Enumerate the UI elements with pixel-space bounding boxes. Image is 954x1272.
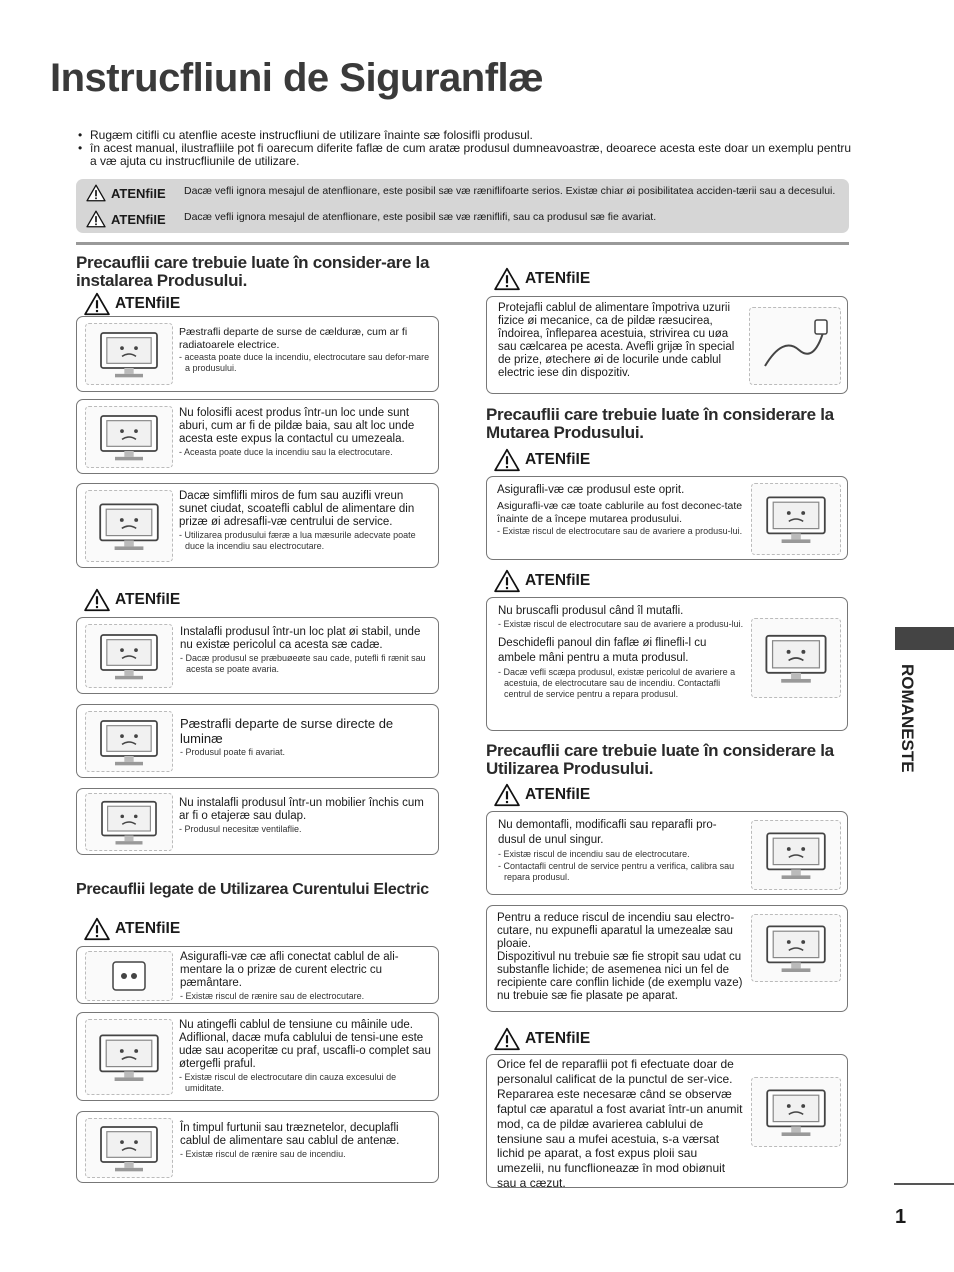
precaution-box-wet-hands xyxy=(76,1012,439,1101)
warning-heading xyxy=(494,783,590,807)
warning-heading xyxy=(494,448,590,472)
box-note: - Produsul necesitæ ventilaflie. xyxy=(179,824,302,834)
precaution-box-carry xyxy=(486,597,848,731)
box-main-text: Pæstrafli departe de surse de cælduræ, cum ar fi radiatoarele electrice. xyxy=(179,326,408,351)
tv-icon xyxy=(760,490,832,548)
tv-icon xyxy=(94,409,164,465)
illustration-service xyxy=(751,1077,841,1147)
divider xyxy=(76,242,849,245)
page-number: 1 xyxy=(895,1206,907,1228)
move-section-title: Precauflii care trebuie luate în considerare la Mutarea Produsului. xyxy=(486,405,834,442)
warning-icon xyxy=(86,184,106,202)
illustration-cabinet xyxy=(85,793,173,851)
tv-icon xyxy=(759,628,833,688)
warning-heading xyxy=(84,917,180,941)
illustration-plug xyxy=(85,951,173,1001)
language-tab: ROMANESTE xyxy=(898,664,917,773)
illustration-storm xyxy=(85,1118,173,1178)
box-note: - Utilizarea produsului færæ a lua mæsurile adecvate poate duce la incendiu sau electrocutare. xyxy=(179,530,416,551)
tv-icon xyxy=(94,628,164,684)
box-note-2: - Contactafli centrul de service pentru a verifica, calibra sau repara produsul. xyxy=(498,861,735,882)
precaution-box-smoke xyxy=(76,483,439,568)
precaution-box-moisture xyxy=(486,905,848,1012)
tv-icon xyxy=(760,919,832,977)
box-main-text: Nu instalafli produsul într-un mobilier închis cum ar fi o etajeræ sau dulap. xyxy=(179,797,424,822)
precaution-box-ventilation xyxy=(76,788,439,855)
warning-icon xyxy=(494,1027,520,1051)
precaution-box-light xyxy=(76,704,439,778)
warning-icon xyxy=(84,917,110,941)
page-number-rule xyxy=(894,1183,954,1185)
tv-icon xyxy=(760,1083,832,1141)
warning-icon xyxy=(494,569,520,593)
box-note: - Existæ riscul de rænire sau de electrocutare. xyxy=(180,991,365,1001)
illustration-light xyxy=(85,711,173,772)
box-main-text: Asigurafli-væ cæ produsul este oprit. xyxy=(497,484,685,496)
illustration-heat xyxy=(85,323,173,385)
box-main-text-2: Deschidefli panoul din faflæ øi flinefli-l cu ambele mâni pentru a muta produsul. xyxy=(498,637,707,664)
illustration-rain xyxy=(751,914,841,982)
tv-icon xyxy=(94,326,164,382)
warning-label: ATENfiIE xyxy=(525,1030,591,1047)
box-main-text: Nu folosifli acest produs într-un loc unde sunt aburi, cum ar fi de pildæ baia, sau alt loc unde acesta este expus la contactul cu umezeala. xyxy=(179,407,415,445)
warning-icon xyxy=(86,210,106,228)
precaution-box-heat xyxy=(76,316,439,392)
warning-label: ATENfiIE xyxy=(115,295,181,312)
cable-icon xyxy=(759,316,831,376)
warning-icon xyxy=(84,292,110,316)
illustration-steam xyxy=(85,406,173,468)
illustration-two-people-carry xyxy=(751,618,841,698)
precaution-box-disassemble xyxy=(486,811,848,895)
tv-icon xyxy=(94,714,164,770)
box-main-text: Asigurafli-væ cæ afli conectat cablul de ali-mentare la o prizæ de curent electric cu pæmântare. xyxy=(180,951,399,989)
warning-icon xyxy=(494,448,520,472)
box-note: - aceasta poate duce la incendiu, electrocutare sau defor-mare a produsului. xyxy=(179,352,430,373)
tv-icon xyxy=(760,826,832,884)
warning-label: ATENfiIE xyxy=(525,451,591,468)
legend-label-1: ATENfiIE xyxy=(111,185,166,201)
intro-bullet-1: • Rugæm citifli cu atenflie aceste instrucfliuni de utilizare înainte sæ folosifli produsul. xyxy=(76,129,854,142)
warning-label: ATENfiIE xyxy=(115,591,181,608)
box-main-text: Nu bruscafli produsul când îl mutafli. xyxy=(498,605,684,617)
box-main-text: Pæstrafli departe de surse directe de luminæ xyxy=(180,716,394,746)
box-note: - Existæ riscul de electrocutare sau de avariere a produsu-lui. xyxy=(497,526,743,536)
legend-label-2: ATENfiIE xyxy=(111,211,166,227)
precaution-box-grounding xyxy=(76,946,439,1004)
box-note: - Dacæ produsul se præbuøeøte sau cade, putefli fi rænit sau acesta se poate avaria. xyxy=(180,653,426,674)
legend-text-1: Dacæ vefli ignora mesajul de atenflionare, este posibil sæ væ ræniflifoarte serios. Existæ chiar øi posibilitatea acciden-tærii sau a decesului. xyxy=(184,185,836,197)
illustration-wet-hands xyxy=(85,1019,173,1095)
box-note: - Existæ riscul de electrocutare sau de avariere a produsu-lui. xyxy=(498,619,744,629)
illustration-cable xyxy=(749,307,841,385)
warning-label: ATENfiIE xyxy=(525,572,591,589)
page-title: Instrucfliuni de Siguranflæ xyxy=(50,56,544,100)
illustration-smoke xyxy=(85,490,173,562)
warning-label: ATENfiIE xyxy=(115,920,181,937)
tv-icon xyxy=(93,497,165,555)
box-note: - Existæ riscul de incendiu sau de electrocutare. xyxy=(498,849,690,859)
warning-heading xyxy=(84,588,180,612)
warning-heading xyxy=(494,569,590,593)
box-main-text: Nu demontafli, modificafli sau reparafli pro-dusul de unul singur. xyxy=(498,819,717,846)
tv-icon xyxy=(94,1120,164,1176)
use-section-title: Precauflii care trebuie luate în considerare la Utilizarea Produsului. xyxy=(486,741,834,778)
power-section-title: Precauflii legate de Utilizarea Curentului Electric xyxy=(76,881,429,898)
box-main-text-2: Asigurafli-væ cæ toate cablurile au fost deconec-tate înainte de a începe mutarea produsului. xyxy=(497,500,743,525)
warning-legend xyxy=(76,179,849,233)
warning-heading xyxy=(494,1027,590,1051)
warning-icon xyxy=(494,267,520,291)
box-main-text: În timpul furtunii sau træznetelor, decuplafli cablul de alimentare sau cablul de antenæ. xyxy=(180,1122,400,1147)
install-section-title: Precauflii care trebuie luate în consider-are la instalarea Produsului. xyxy=(76,253,430,290)
legend-text-2: Dacæ vefli ignora mesajul de atenflionare, este posibil sæ væ ræniflifi, sau ca produsul sæ fie avariat. xyxy=(184,211,657,223)
warning-heading xyxy=(84,292,180,316)
box-main-text: Dacæ simflifli miros de fum sau auzifli vreun sunet ciudat, scoatefli cablul de alimentare din prizæ øi adresafli-væ centrului de service. xyxy=(179,490,415,528)
box-note: - Existæ riscul de rænire sau de incendiu. xyxy=(180,1149,346,1159)
side-tab-bar xyxy=(895,627,954,650)
box-main-text: Protejafli cablul de alimentare împotriva uzurii fizice øi mecanice, ca de pildæ ræsucirea, îndoirea, înfleparea acestuia, strivirea cu uøa sau cælcarea pe acesta. Avefli grijæ în special de prize, øtechere øi de locurile unde cablul electric iese din dispozitiv. xyxy=(498,302,735,379)
box-main-text: Instalafli produsul într-un loc plat øi stabil, unde nu existæ pericolul ca acesta sæ cadæ. xyxy=(180,626,421,651)
warning-heading xyxy=(494,267,590,291)
box-main-text: Orice fel de reparaflii pot fi efectuate doar de personalul calificat de la punctul de ser-vice. Repararea este necesaræ când se observæ faptul cæ aparatul a fost avariat într-un anumit mod, ca de pildæ avarierea cablului de tensiune sau a mufei acestuia, s-a værsat lichid pe aparat, a fost expus ploii sau umezelii, nu funcflioneazæ în mod obiønuit sau a cæzut. xyxy=(497,1057,743,1191)
box-main-text: Nu atingefli cablul de tensiune cu mâinile ude. Adiflional, dacæ mufa cablului de tensi-une este udæ sau acoperitæ cu praf, uscafli-o complet sau øtergefli praful. xyxy=(179,1019,431,1070)
precaution-box-storm xyxy=(76,1111,439,1183)
precaution-box-service xyxy=(486,1054,848,1191)
precaution-box-steam xyxy=(76,399,439,474)
box-main-text-2: Dispozitivul nu trebuie sæ fie stropit sau udat cu substanfle lichide; de asemenea nici un fel de recipiente care conflin lichide (de exemplu vaze) nu trebuie sæ fie plasate pe aparat. xyxy=(497,951,743,1002)
box-main-text: Pentru a reduce riscul de incendiu sau electro-cutare, nu expunefli aparatul la umezealæ sau ploaie. xyxy=(497,912,735,950)
precaution-box-power-off xyxy=(486,476,848,560)
intro-bullets xyxy=(76,129,854,168)
precaution-box-cable xyxy=(486,296,848,394)
tv-icon xyxy=(95,795,163,849)
precaution-box-stable xyxy=(76,617,439,694)
box-note: - Existæ riscul de electrocutare din cauza excesului de umiditate. xyxy=(179,1072,397,1093)
box-note: - Aceasta poate duce la incendiu sau la electrocutare. xyxy=(179,447,393,457)
box-note-2: - Dacæ vefli scæpa produsul, existæ pericolul de avariere a acestuia, de electrocutare sau de incendiu. Contactafli centrul de service pentru a repara produsul. xyxy=(498,667,736,699)
intro-bullet-2: • în acest manual, ilustrafliile pot fi oarecum diferite faflæ de cum aratæ produsul dumneavoastræ, deoarece acesta este doar un exemplu pentru a væ ajuta cu instrucfliunile de utilizare. xyxy=(76,142,854,168)
warning-label: ATENfiIE xyxy=(525,786,591,803)
illustration-disassemble xyxy=(751,820,841,890)
box-note: - Produsul poate fi avariat. xyxy=(180,747,286,757)
warning-icon xyxy=(84,588,110,612)
tv-icon xyxy=(93,1028,165,1086)
warning-icon xyxy=(494,783,520,807)
illustration-stable xyxy=(85,624,173,688)
plug-icon xyxy=(99,954,159,998)
warning-label: ATENfiIE xyxy=(525,270,591,287)
illustration-unplug xyxy=(751,483,841,555)
